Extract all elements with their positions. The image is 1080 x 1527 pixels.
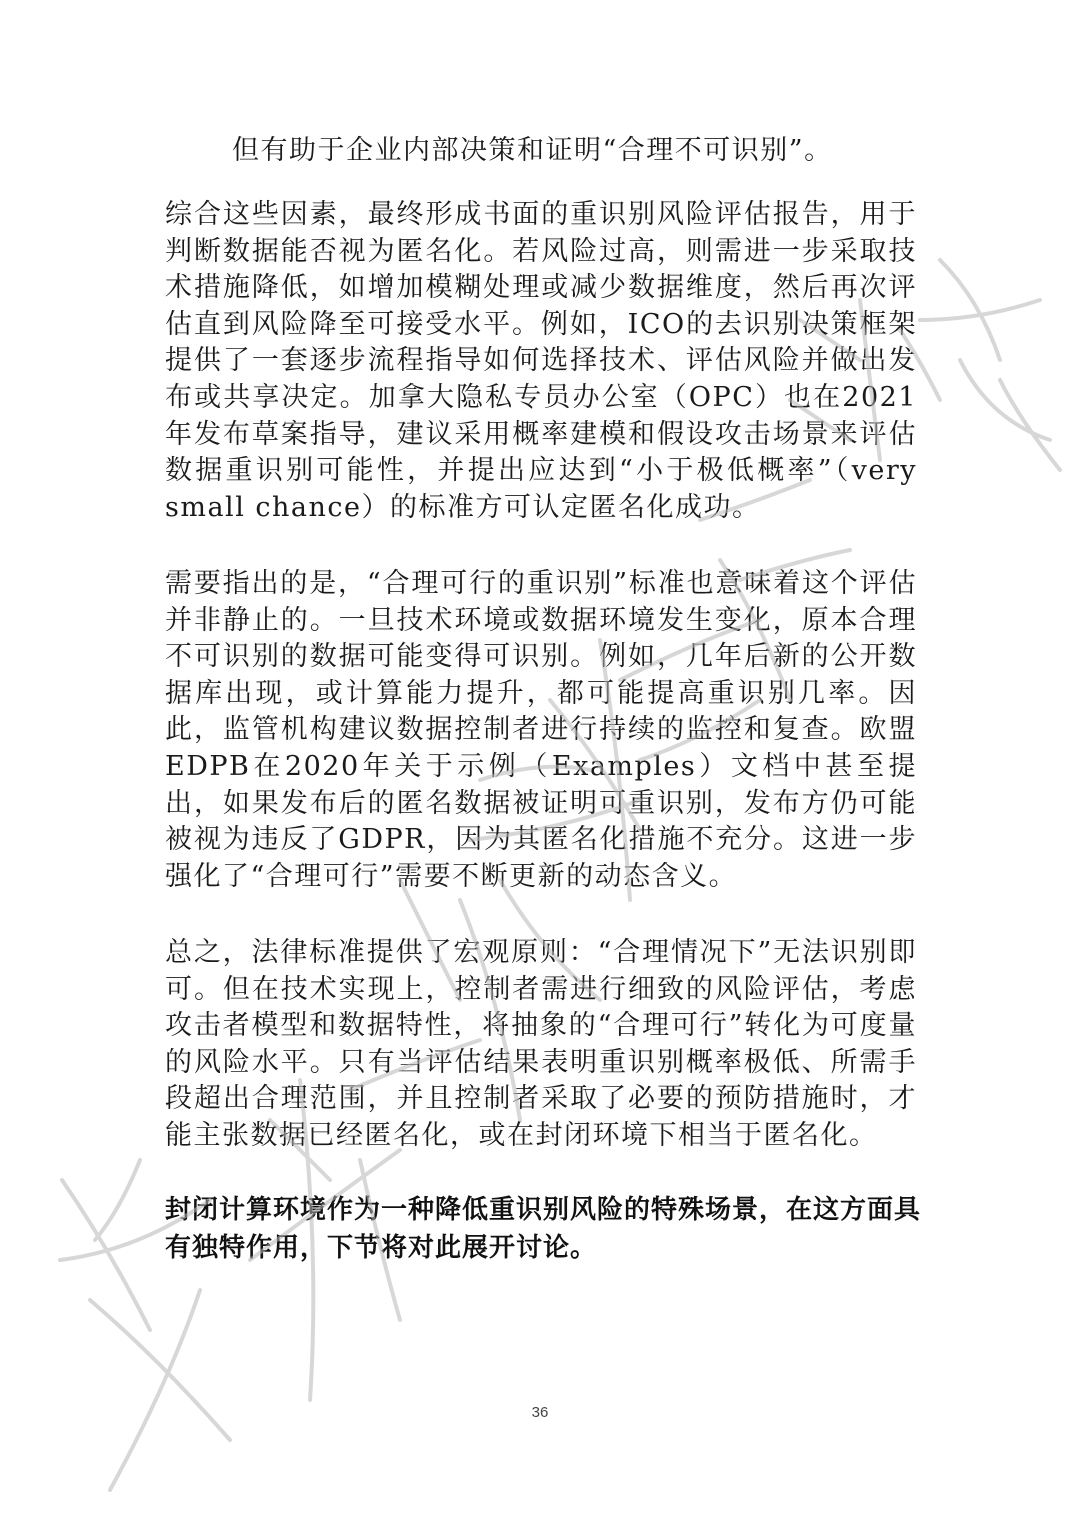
bold-transition-paragraph: 封闭计算环境作为一种降低重识别风险的特殊场景，在这方面具有独特作用，下节将对此展开讨论。 — [165, 1195, 922, 1263]
page-number: 36 — [531, 1404, 549, 1421]
continuation-line: 但有助于企业内部决策和证明“合理不可识别”。 — [232, 135, 833, 166]
paragraph-conclusion: 总之，法律标准提供了宏观原则：“合理情况下”无法识别即可。但在技术实现上，控制者需进行细致的风险评估，考虑攻击者模型和数据特性，将抽象的“合理可行”转化为可度量的风险水平。只有当评估结果表明重识别概率极低、所需手段超出合理范围，并且控制者采取了必要的预防措施时，才能主张数据已经匿名化，或在封闭环境下相当于匿名化。 — [165, 937, 917, 1151]
paragraph-risk-assessment: 综合这些因素，最终形成书面的重识别风险评估报告，用于判断数据能否视为匿名化。若风险过高，则需进一步采取技术措施降低，如增加模糊处理或减少数据维度，然后再次评估直到风险降至可接受水平。例如，ICO的去识别决策框架提供了一套逐步流程指导如何选择技术、评估风险并做出发布或共享决定。加拿大隐私专员办公室（OPC）也在2021年发布草案指导，建议采用概率建模和假设攻击场景来评估数据重识别可能性，并提出应达到“小于极低概率”（very small chance）的标准方可认定匿名化成功。 — [165, 199, 917, 523]
paragraph-dynamic-assessment: 需要指出的是，“合理可行的重识别”标准也意味着这个评估并非静止的。一旦技术环境或数据环境发生变化，原本合理不可识别的数据可能变得可识别。例如，几年后新的公开数据库出现，或计算能力提升，都可能提高重识别几率。因此，监管机构建议数据控制者进行持续的监控和复查。欧盟EDPB在2020年关于示例（Examples）文档中甚至提出，如果发布后的匿名数据被证明可重识别，发布方仍可能被视为违反了GDPR，因为其匿名化措施不充分。这进一步强化了“合理可行”需要不断更新的动态含义。 — [165, 568, 917, 892]
